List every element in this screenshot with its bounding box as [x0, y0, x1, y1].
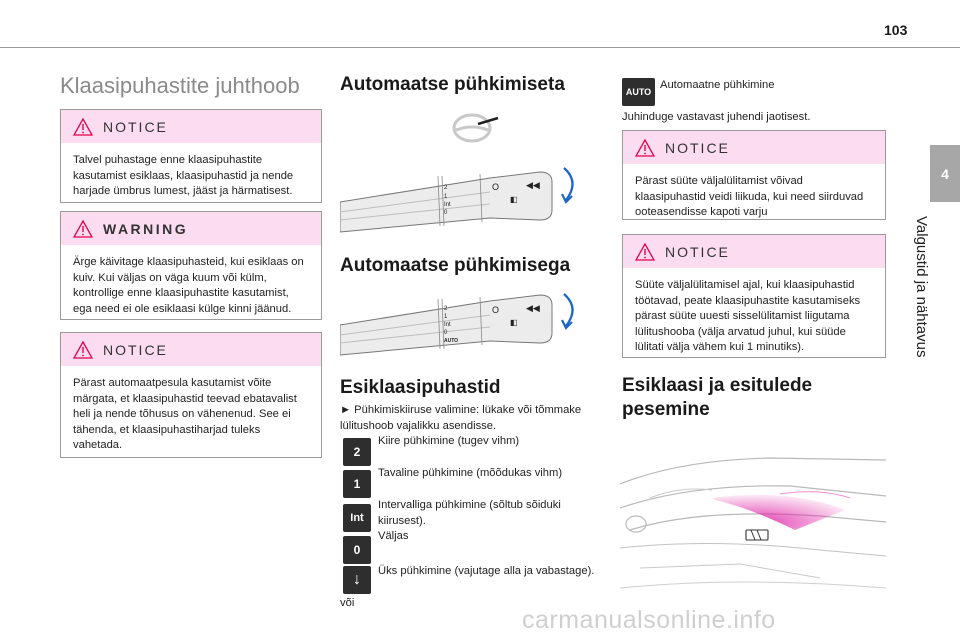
- lever-mark-0: 0: [444, 330, 448, 336]
- notice-box: [622, 234, 886, 358]
- notice-header: [61, 110, 321, 143]
- notice-label: NOTICE: [665, 243, 730, 260]
- notice-text: Pärast automaatpesula kasutamist võite märgata, et klaasipuhastid teevad ebatavalist heli ja nende tõhusus on vähenenud. See ei tähenda, et klaasipuhastiharjad tuleks vahetada.: [73, 377, 297, 451]
- auto-wipe-label: Automaatne pühkimine: [660, 79, 775, 91]
- auto-wipe-hint: Juhinduge vastavast juhendi jaotisest.: [622, 111, 811, 123]
- washer-icon-mark: ◧: [510, 318, 518, 327]
- heading-auto-off: Automaatse pühkimiseta: [340, 74, 565, 95]
- notice-label: NOTICE: [665, 139, 730, 156]
- page-number: 103: [884, 22, 908, 38]
- washer-icon-mark: O: [492, 305, 500, 315]
- notice-text: Pärast süüte väljalülitamist võivad klaasipuhastid veidi liikuda, kui need siirduvad ooteasendisse kapoti varju: [635, 175, 864, 218]
- notice-box: [60, 332, 322, 458]
- notice-text: Talvel puhastage enne klaasipuhastite kasutamist esiklaas, klaasipuhastid ja nende harjade ümbrus lumest, jääst ja härmatisest.: [73, 154, 294, 197]
- mode-text-normal: Tavaline pühkimine (mõõdukas vihm): [378, 467, 563, 479]
- lever-mark-1: 1: [444, 194, 448, 200]
- notice-text: Süüte väljalülitamisel ajal, kui klaasipuhastid töötavad, peate klaasipuhastite kasutamiseks pärast süüte uuesti sisselülitamist liigutama lülitushooba (välja arvatud juhul, kui süüde lülitati välja vähem kui 1 minutiks).: [635, 279, 861, 353]
- direction-arrow-icon: [560, 166, 584, 204]
- warning-triangle-icon: [635, 243, 655, 261]
- notice-box: [60, 109, 322, 203]
- warning-text: Ärge käivitage klaasipuhasteid, kui esiklaas on kuiv. Kui väljas on väga kuum või külm, kontrollige enne klaasipuhastite kasutamist, ega need ei ole esiklaasi külge kinni jäänud.: [73, 256, 304, 315]
- car-front-illustration: [620, 438, 886, 600]
- warning-triangle-icon: [73, 118, 93, 136]
- washer-icon-mark: ◧: [510, 195, 518, 204]
- washer-icon-mark: ◀◀: [526, 180, 540, 190]
- mode-badge-interval: Int: [343, 504, 371, 532]
- chapter-label: Valgustid ja nähtavus: [913, 216, 930, 358]
- notice-header: [623, 131, 885, 164]
- notice-label: NOTICE: [103, 341, 168, 358]
- warning-box: [60, 211, 322, 320]
- or-text: või: [340, 597, 355, 609]
- heading-washing: Esiklaasi ja esitulede pesemine: [622, 375, 813, 420]
- notice-box: [622, 130, 886, 220]
- watermark: carmanualsonline.info: [522, 606, 776, 634]
- section-title: Klaasipuhastite juhthoob: [60, 73, 300, 98]
- lever-mark-int: Int: [444, 202, 451, 208]
- notice-label: NOTICE: [103, 118, 168, 135]
- mode-badge-single-wipe: ↓: [343, 566, 371, 594]
- mode-badge-fast: 2: [343, 438, 371, 466]
- lever-mark-int: Int: [444, 322, 451, 328]
- warning-triangle-icon: [73, 220, 93, 238]
- warning-header: [61, 212, 321, 245]
- wiper-instruction: ► Pühkimiskiiruse valimine: lükake või tõmmake lülitushoob vajalikku asendisse.: [340, 404, 582, 432]
- steering-wheel-icon: [448, 110, 500, 146]
- direction-arrow-icon: [560, 292, 584, 330]
- warning-triangle-icon: [635, 139, 655, 157]
- header-divider: [0, 47, 960, 48]
- notice-header: [623, 235, 885, 268]
- lever-mark-auto: AUTO: [444, 338, 459, 344]
- heading-windscreen-wipers: Esiklaasipuhastid: [340, 377, 501, 398]
- warning-label: WARNING: [103, 220, 189, 237]
- lever-mark-0: 0: [444, 210, 448, 216]
- mode-text-off: Väljas: [378, 530, 409, 542]
- lever-mark-1: 1: [444, 314, 448, 320]
- mode-badge-off: 0: [343, 536, 371, 564]
- wiper-lever-auto-illustration: [340, 283, 590, 363]
- washer-icon-mark: O: [492, 182, 500, 192]
- chapter-tab[interactable]: 4: [930, 145, 960, 202]
- mode-text-single-wipe: Üks pühkimine (vajutage alla ja vabastage).: [378, 565, 595, 577]
- mode-text-fast: Kiire pühkimine (tugev vihm): [378, 435, 520, 447]
- warning-triangle-icon: [73, 341, 93, 359]
- lever-mark-2: 2: [444, 306, 448, 312]
- notice-header: [61, 333, 321, 366]
- washer-icon-mark: ◀◀: [526, 303, 540, 313]
- wiper-lever-illustration: [340, 160, 590, 240]
- mode-badge-normal: 1: [343, 470, 371, 498]
- heading-auto-on: Automaatse pühkimisega: [340, 255, 571, 276]
- lever-mark-2: 2: [444, 185, 448, 191]
- mode-text-interval: Intervalliga pühkimine (sõltub sõiduki kiirusest).: [378, 499, 561, 527]
- auto-wipe-badge: AUTO: [622, 78, 655, 106]
